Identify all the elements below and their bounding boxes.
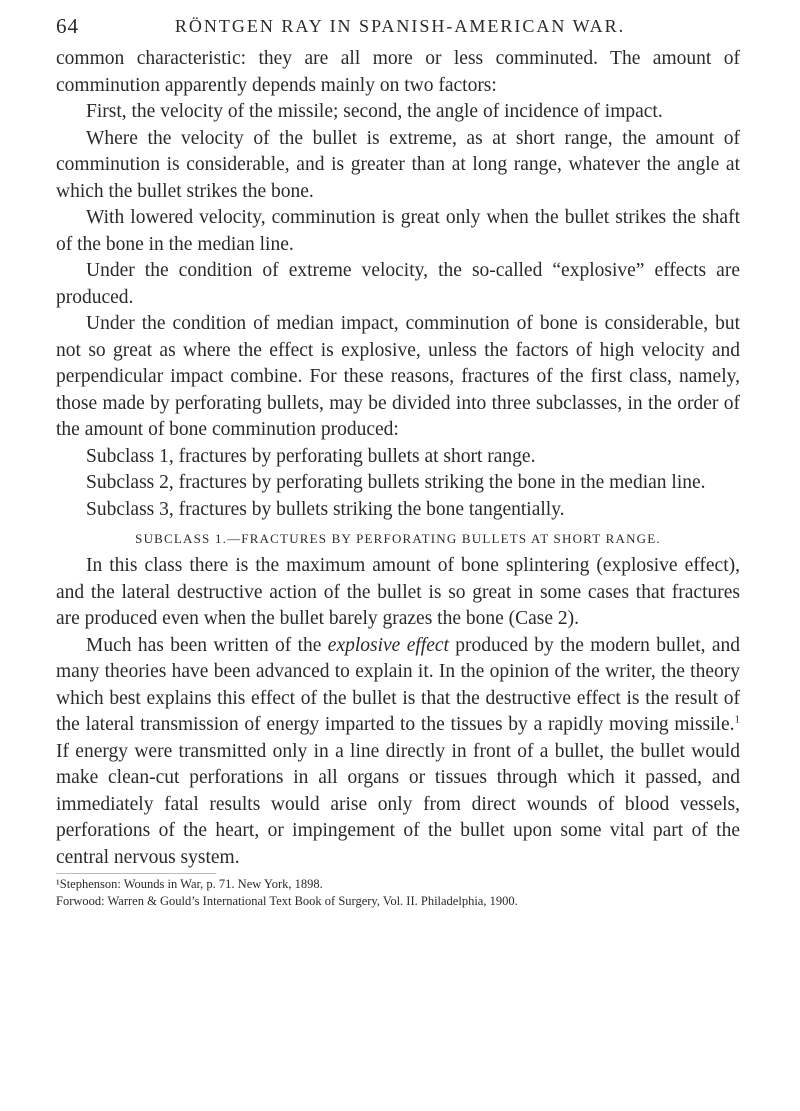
- paragraph: Subclass 1, fractures by perforating bullets at short range.: [86, 445, 536, 467]
- page-header: [0, 14, 800, 44]
- paragraph: Subclass 2, fractures by perforating bullets striking the bone in the median line.: [86, 472, 706, 493]
- footnotes: [56, 876, 740, 910]
- paragraph: Where the velocity of the bullet is extreme, as at short range, the amount of comminution is considerable, and is greater than at long range, whatever the angle at which the bullet strikes the bone.: [56, 127, 740, 202]
- footnote-rule: [56, 873, 216, 874]
- paragraph: First, the velocity of the missile; second, the angle of incidence of impact.: [86, 101, 663, 122]
- paragraph: [56, 633, 740, 872]
- page-number: 64: [56, 14, 79, 38]
- footnote: Forwood: Warren & Gould’s International Text Book of Surgery, Vol. II. Philadelphia, 1900.: [56, 894, 518, 908]
- footnote: ¹Stephenson: Wounds in War, p. 71. New York, 1898.: [56, 877, 323, 891]
- paragraph-text: produced by the modern bullet, and many theories have been advanced to explain it. In the opinion of the writer, the theory which best explains this effect of the bullet is that the destructive effect is the result of the lateral transmission of energy imparted to the tissues by a rapidly moving missile.: [56, 634, 741, 735]
- section-heading: SUBCLASS 1.—FRACTURES BY PERFORATING BULLETS AT SHORT RANGE.: [135, 531, 661, 546]
- paragraph: Under the condition of median impact, comminution of bone is considerable, but not so great as where the effect is explosive, unless the factors of high velocity and perpendicular impact combine. For these reasons, fractures of the first class, namely, those made by perforating bullets, may be divided into three subclasses, in the order of the amount of bone comminution produced:: [56, 313, 740, 440]
- paragraph-text: Much has been written of the: [86, 634, 328, 656]
- paragraph: With lowered velocity, comminution is great only when the bullet strikes the shaft of the bone in the median line.: [56, 207, 740, 255]
- running-head: RÖNTGEN RAY IN SPANISH-AMERICAN WAR.: [174, 16, 626, 36]
- paragraph: Under the condition of extreme velocity, the so-called “explosive” effects are produced.: [56, 260, 740, 308]
- paragraph-text: If energy were transmitted only in a line directly in front of a bullet, the bullet would make clean-cut perforations in all organs or tissues through which it passed, and immediately fatal results would arise only from direct wounds of blood vessels, perforations of the heart, or impingement of the bullet upon some vital part of the central nervous system.: [56, 740, 740, 868]
- page-body: [56, 46, 740, 910]
- italic-term: explosive effect: [327, 634, 449, 656]
- paragraph: In this class there is the maximum amount of bone splintering (explosive effect), and the lateral destructive action of the bullet is so great in some cases that fractures are produced even when the bullet barely grazes the bone (Case 2).: [56, 555, 740, 629]
- paragraph: common characteristic: they are all more or less comminuted. The amount of comminution apparently depends mainly on two factors:: [56, 48, 740, 96]
- footnote-marker: 1: [734, 713, 740, 726]
- paragraph: Subclass 3, fractures by bullets striking the bone tangentially.: [86, 498, 565, 520]
